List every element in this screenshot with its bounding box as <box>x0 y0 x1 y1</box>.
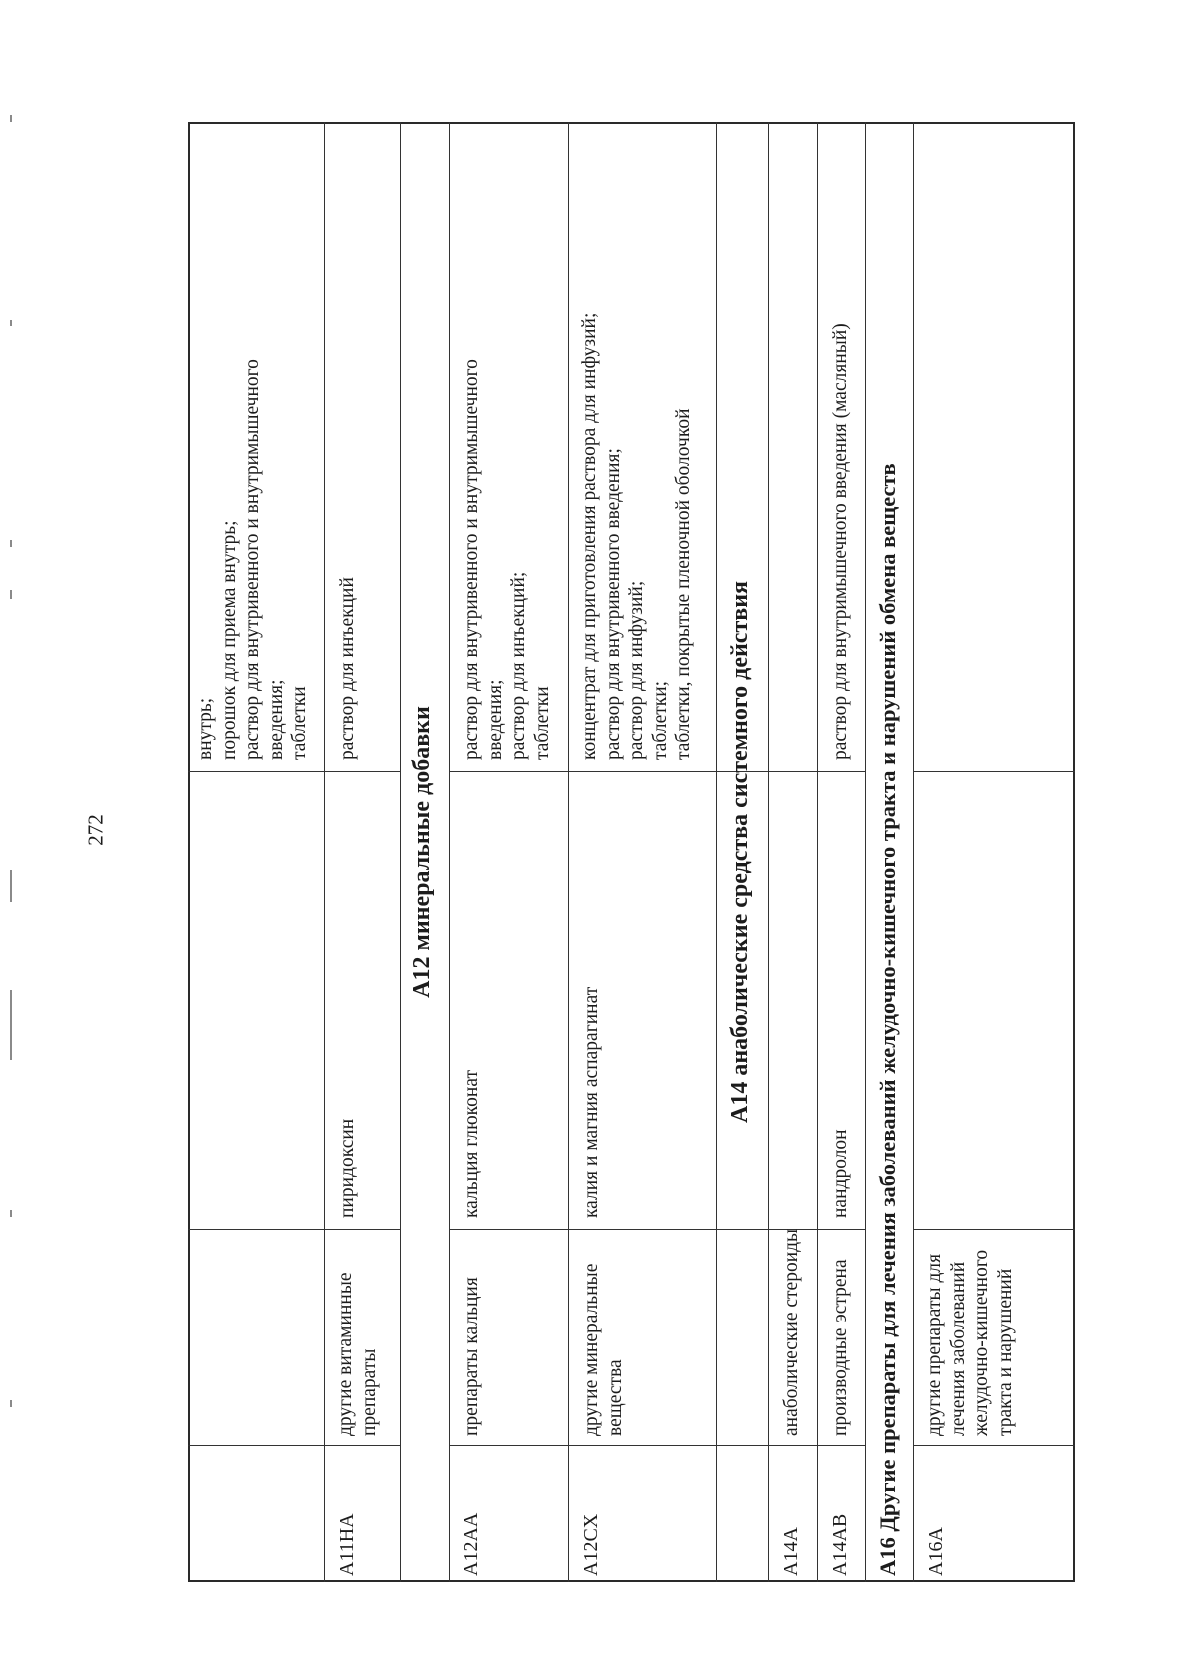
dosage-form-cell: раствор для внутримышечного введения (масляный) <box>830 323 851 760</box>
column-divider <box>188 1445 400 1446</box>
row-divider <box>817 122 818 1582</box>
scan-mark <box>10 320 12 326</box>
group-name-cell: другие минеральные вещества <box>581 1263 626 1436</box>
atc-code-cell: A14AB <box>829 1513 851 1576</box>
scan-mark <box>10 590 12 599</box>
row-divider <box>449 122 450 1582</box>
scan-mark <box>10 990 12 1060</box>
row-divider <box>716 122 717 1582</box>
drug-name-cell: калия и магния аспарагинат <box>581 986 602 1218</box>
scan-mark <box>10 115 12 122</box>
row-divider <box>324 122 325 1582</box>
row-divider <box>768 122 769 1582</box>
group-name-cell: другие препараты для лечения заболеваний желудочно-кишечного тракта и нарушений <box>924 1249 1016 1436</box>
dosage-form-cell: внутрь; порошок для приема внутрь; раствор для внутривенного и внутримышечного введения; таблетки <box>195 359 310 760</box>
row-divider <box>568 122 569 1582</box>
atc-code-cell: A12CX <box>580 1513 602 1576</box>
section-header: A12 минеральные добавки <box>409 706 435 998</box>
scan-mark <box>10 870 12 902</box>
column-divider <box>188 1229 400 1230</box>
group-name-cell: препараты кальция <box>461 1277 482 1436</box>
drug-table <box>188 122 1075 1582</box>
atc-code-cell: A12AA <box>460 1512 482 1576</box>
column-divider <box>913 1229 1075 1230</box>
column-divider <box>768 1445 865 1446</box>
column-divider <box>913 1445 1075 1446</box>
atc-code-cell: A14A <box>780 1527 802 1576</box>
column-divider <box>449 1445 768 1446</box>
group-name-cell: производные эстрена <box>830 1259 851 1436</box>
scan-mark <box>10 1210 12 1217</box>
dosage-form-cell: раствор для внутривенного и внутримышечного введения; раствор для инъекций; таблетки <box>461 359 553 760</box>
column-divider <box>913 771 1075 772</box>
dosage-form-cell: концентрат для приготовления раствора для инфузий; раствор для внутривенного введения; раствор для инфузий; таблетки; таблетки, покрытые пленочной оболочкой <box>579 312 694 760</box>
page-number: 272 <box>83 814 108 846</box>
scan-mark <box>10 1400 12 1407</box>
column-divider <box>449 1229 768 1230</box>
row-divider <box>400 122 401 1582</box>
row-divider <box>913 122 914 1582</box>
section-header: A14 анаболические средства системного действия <box>727 580 753 1124</box>
drug-name-cell: нандролон <box>830 1129 851 1218</box>
group-name-cell: другие витаминные препараты <box>335 1272 380 1436</box>
section-header: A16 Другие препараты для лечения заболеваний желудочно-кишечного тракта и нарушений обмена веществ <box>875 463 900 1576</box>
scan-mark <box>10 540 12 547</box>
atc-code-cell: A11HA <box>336 1513 358 1576</box>
column-divider <box>449 771 768 772</box>
row-divider <box>865 122 866 1582</box>
dosage-form-cell: раствор для инъекций <box>337 577 358 760</box>
atc-code-cell: A16A <box>925 1527 947 1576</box>
column-divider <box>768 771 865 772</box>
group-name-cell: анаболические стероиды <box>781 1228 802 1436</box>
drug-name-cell: пиридоксин <box>337 1118 358 1218</box>
column-divider <box>188 771 400 772</box>
drug-name-cell: кальция глюконат <box>461 1070 482 1218</box>
